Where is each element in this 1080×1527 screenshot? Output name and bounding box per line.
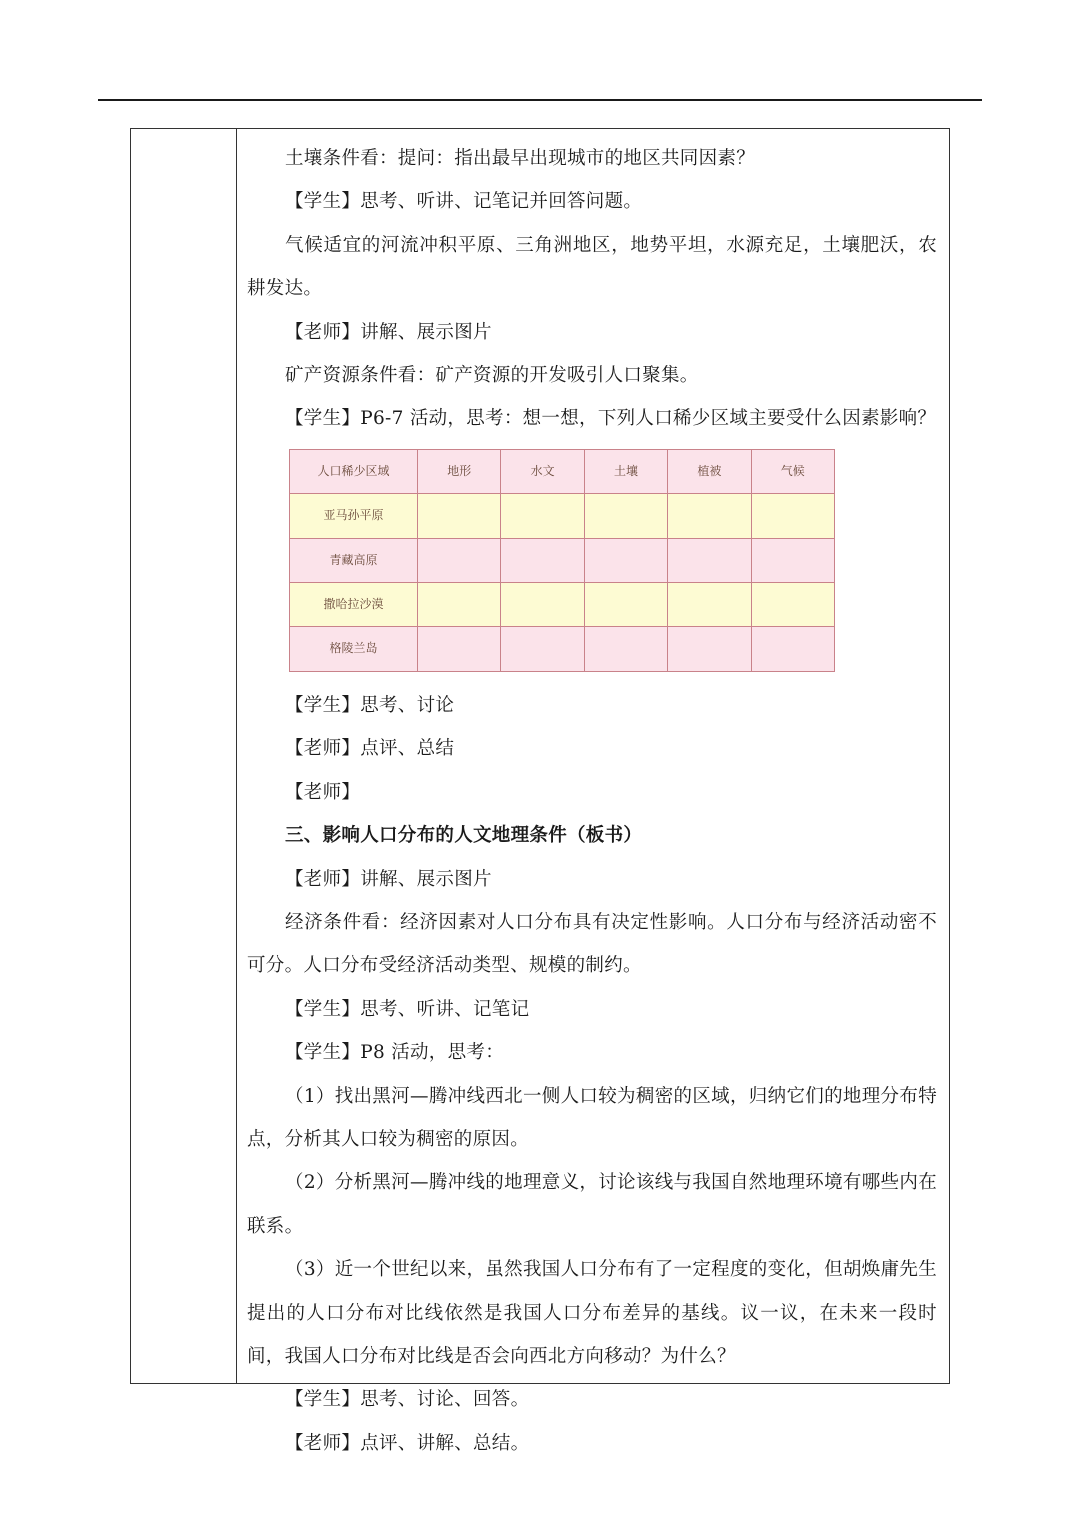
table-empty-cell	[751, 538, 834, 582]
paragraph: 【学生】思考、讨论、回答。	[285, 1389, 530, 1411]
table-header-cell: 水文	[501, 449, 584, 493]
paragraph: （3）近一个世纪以来，虽然我国人口分布有了一定程度的变化，但胡焕庸先生提出的人口分布对比线依然是我国人口分布差异的基线。议一议，在未来一段时间，我国人口分布对比线是否会向西北方向移动？为什么？	[247, 1259, 937, 1367]
table-empty-cell	[418, 494, 501, 538]
lesson-table	[130, 128, 950, 1454]
table-empty-cell	[501, 627, 584, 671]
table-empty-cell	[584, 627, 667, 671]
table-row-label: 格陵兰岛	[290, 627, 418, 671]
table-row-label: 亚马孙平原	[290, 494, 418, 538]
table-header-cell: 地形	[418, 449, 501, 493]
table-empty-cell	[668, 538, 751, 582]
left-column-cell	[131, 129, 237, 1383]
paragraph: 【学生】P6-7 活动，思考：想一想，下列人口稀少区域主要受什么因素影响？	[285, 408, 937, 430]
paragraphs-after	[247, 684, 937, 1465]
paragraph: 【学生】P8 活动，思考：	[285, 1042, 504, 1064]
table-header-cell: 土壤	[584, 449, 667, 493]
paragraph: 【学生】思考、讨论	[285, 694, 455, 716]
paragraph: 【老师】	[285, 781, 361, 803]
paragraph: 【老师】讲解、展示图片	[285, 321, 492, 343]
activity-table-wrap	[289, 449, 835, 672]
paragraphs-before	[247, 137, 937, 441]
paragraph: 【学生】思考、听讲、记笔记并回答问题。	[285, 191, 643, 213]
table-empty-cell	[668, 627, 751, 671]
table-empty-cell	[584, 583, 667, 627]
table-empty-cell	[751, 583, 834, 627]
activity-table-header-row	[290, 449, 835, 493]
table-empty-cell	[418, 583, 501, 627]
paragraph: 【学生】思考、听讲、记笔记	[285, 998, 530, 1020]
table-header-cell: 气候	[751, 449, 834, 493]
table-empty-cell	[668, 494, 751, 538]
table-header-cell: 植被	[668, 449, 751, 493]
table-row	[290, 583, 835, 627]
table-empty-cell	[418, 627, 501, 671]
table-empty-cell	[501, 583, 584, 627]
table-row	[290, 538, 835, 582]
table-empty-cell	[501, 538, 584, 582]
paragraph: 气候适宜的河流冲积平原、三角洲地区，地势平坦，水源充足，土壤肥沃，农耕发达。	[247, 234, 937, 300]
paragraph: （1）找出黑河—腾冲线西北一侧人口较为稠密的区域，归纳它们的地理分布特点，分析其人口较为稠密的原因。	[247, 1085, 937, 1150]
paragraph: 三、影响人口分布的人文地理条件（板书）	[285, 825, 643, 847]
paragraph: 矿产资源条件看：矿产资源的开发吸引人口聚集。	[285, 365, 699, 387]
activity-table	[289, 449, 835, 672]
table-row-label: 青藏高原	[290, 538, 418, 582]
paragraph: 土壤条件看：提问：指出最早出现城市的地区共同因素？	[285, 148, 756, 169]
paragraph: （2）分析黑河—腾冲线的地理意义，讨论该线与我国自然地理环境有哪些内在联系。	[247, 1172, 937, 1237]
content-cell	[247, 137, 937, 1465]
table-empty-cell	[751, 627, 834, 671]
paragraph: 经济条件看：经济因素对人口分布具有决定性影响。人口分布与经济活动密不可分。人口分布受经济活动类型、规模的制约。	[247, 911, 937, 977]
table-empty-cell	[418, 538, 501, 582]
table-empty-cell	[584, 538, 667, 582]
table-empty-cell	[501, 494, 584, 538]
table-header-cell: 人口稀少区域	[290, 449, 418, 493]
paragraph: 【老师】讲解、展示图片	[285, 868, 492, 890]
header-rule	[98, 99, 982, 101]
table-empty-cell	[668, 583, 751, 627]
table-empty-cell	[751, 494, 834, 538]
table-empty-cell	[584, 494, 667, 538]
table-row	[290, 494, 835, 538]
table-row-label: 撒哈拉沙漠	[290, 583, 418, 627]
paragraph: 【老师】点评、总结	[285, 738, 455, 760]
paragraph: 【老师】点评、讲解、总结。	[285, 1432, 530, 1454]
table-row	[290, 627, 835, 671]
